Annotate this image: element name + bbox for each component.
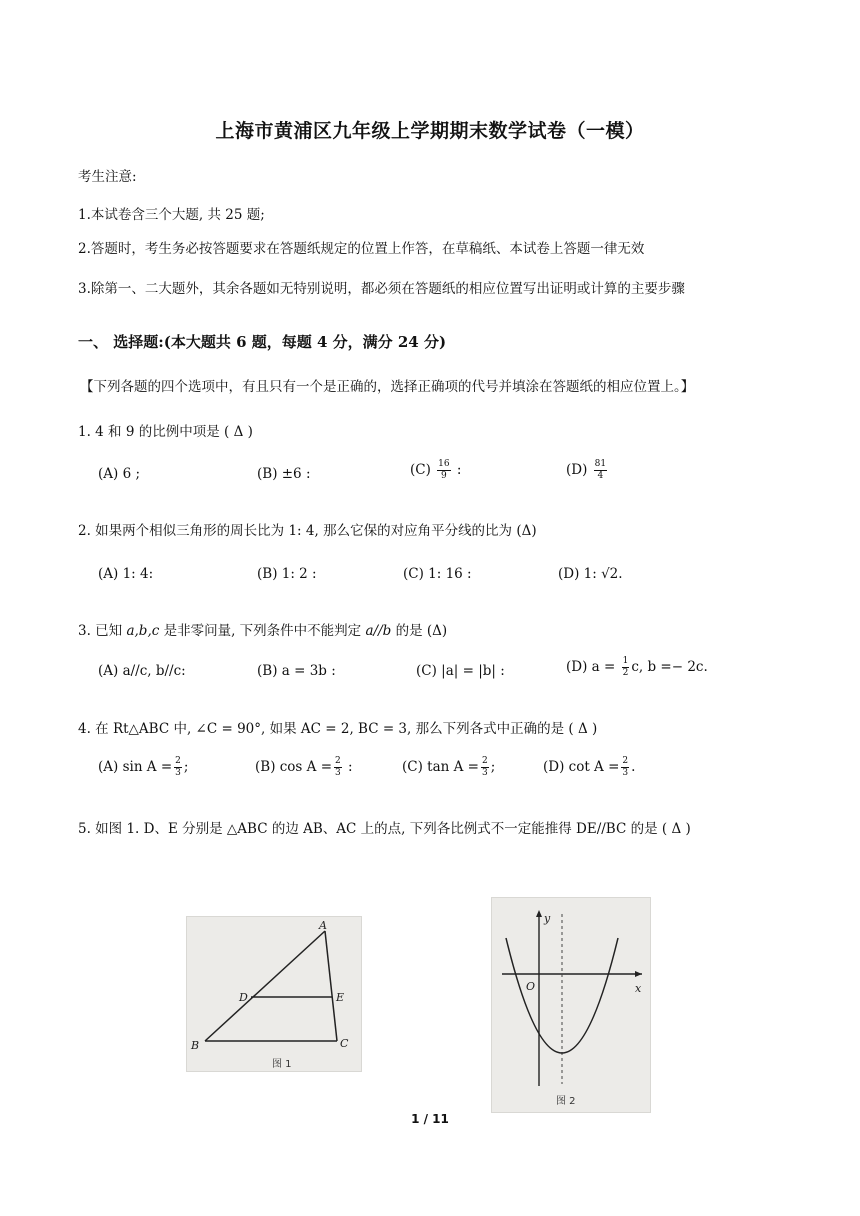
q1-option-a: (A) 6 ; <box>98 466 141 482</box>
question-2-stem: 2. 如果两个相似三角形的周长比为 1: 4, 那么它保的对应角平分线的比为 (Δ) <box>78 523 537 539</box>
q1-option-d: (D) $\frac{81}{4}$ <box>566 459 607 481</box>
page-number: 1 / 11 <box>411 1112 449 1126</box>
notice-item-3: 3.除第一、二大题外，其余各题如无特别说明，都必须在答题纸的相应位置写出证明或计算的主要步骤 <box>78 281 685 297</box>
triangle-diagram <box>187 917 361 1071</box>
question-1-stem: 1. 4 和 9 的比例中项是 ( Δ ) <box>78 424 253 440</box>
figure-2-parabola <box>491 897 651 1113</box>
q2-option-b: (B) 1: 2 : <box>257 566 317 582</box>
origin-label: O <box>526 980 536 993</box>
q4-option-a: (A) sin A = $\frac{2}{3}$ ; <box>98 756 189 778</box>
q3-option-d: (D) a = $\frac{1}{2}$ c, b =− 2c. <box>566 656 708 678</box>
q4-option-b: (B) cos A = $\frac{2}{3}$ : <box>255 756 353 778</box>
q4-option-d: (D) cot A = $\frac{2}{3}$ . <box>543 756 636 778</box>
q1-option-c: (C) $\frac{16}{9}$ : <box>410 459 462 481</box>
vertex-label-b: B <box>191 1039 200 1052</box>
q2-option-a: (A) 1: 4: <box>98 566 154 582</box>
q1-option-b: (B) ±6 : <box>257 466 311 482</box>
vertex-label-e: E <box>336 991 345 1004</box>
question-3-stem: 3. 已知 a,b,c 是非零问量, 下列条件中不能判定 a//b 的是 (Δ) <box>78 623 448 639</box>
question-5-stem: 5. 如图 1. D、E 分别是 △ABC 的边 AB、AC 上的点, 下列各比例式不一定能推得 DE//BC 的是 ( Δ ) <box>78 821 691 837</box>
q3-option-a: (A) a//c, b//c: <box>98 663 186 679</box>
section-heading: 一、 选择题:(本大题共 6 题，每题 4 分，满分 24 分) <box>78 333 447 351</box>
parabola-graph <box>492 898 650 1112</box>
q4-option-c: (C) tan A = $\frac{2}{3}$ ; <box>402 756 496 778</box>
notice-heading: 考生注意: <box>78 169 137 185</box>
vertex-label-a: A <box>319 919 327 932</box>
q3-option-b: (B) a = 3b : <box>257 663 336 679</box>
figure-1-caption: 图 1 <box>272 1059 292 1070</box>
q3-option-c: (C) |a| = |b| : <box>416 663 505 679</box>
y-axis-label: y <box>544 912 551 925</box>
question-4-stem: 4. 在 Rt△ABC 中, ∠C = 90°, 如果 AC = 2, BC = 3, 那么下列各式中正确的是 ( Δ ) <box>78 721 598 737</box>
section-instruction: 【下列各题的四个选项中，有且只有一个是正确的，选择正确项的代号并填涂在答题纸的相应位置上。】 <box>80 379 695 395</box>
notice-item-2: 2.答题时，考生务必按答题要求在答题纸规定的位置上作答，在草稿纸、本试卷上答题一律无效 <box>78 241 645 257</box>
q2-option-d: (D) 1: √2. <box>558 566 623 582</box>
x-axis-label: x <box>635 982 642 995</box>
figure-2-caption: 图 2 <box>556 1096 576 1107</box>
q2-option-c: (C) 1: 16 : <box>403 566 472 582</box>
vertex-label-d: D <box>239 991 248 1004</box>
vertex-label-c: C <box>340 1037 349 1050</box>
notice-item-1: 1.本试卷含三个大题, 共 25 题; <box>78 207 265 223</box>
document-title: 上海市黄浦区九年级上学期期末数学试卷（一模） <box>215 120 645 142</box>
figure-1-triangle <box>186 916 362 1072</box>
